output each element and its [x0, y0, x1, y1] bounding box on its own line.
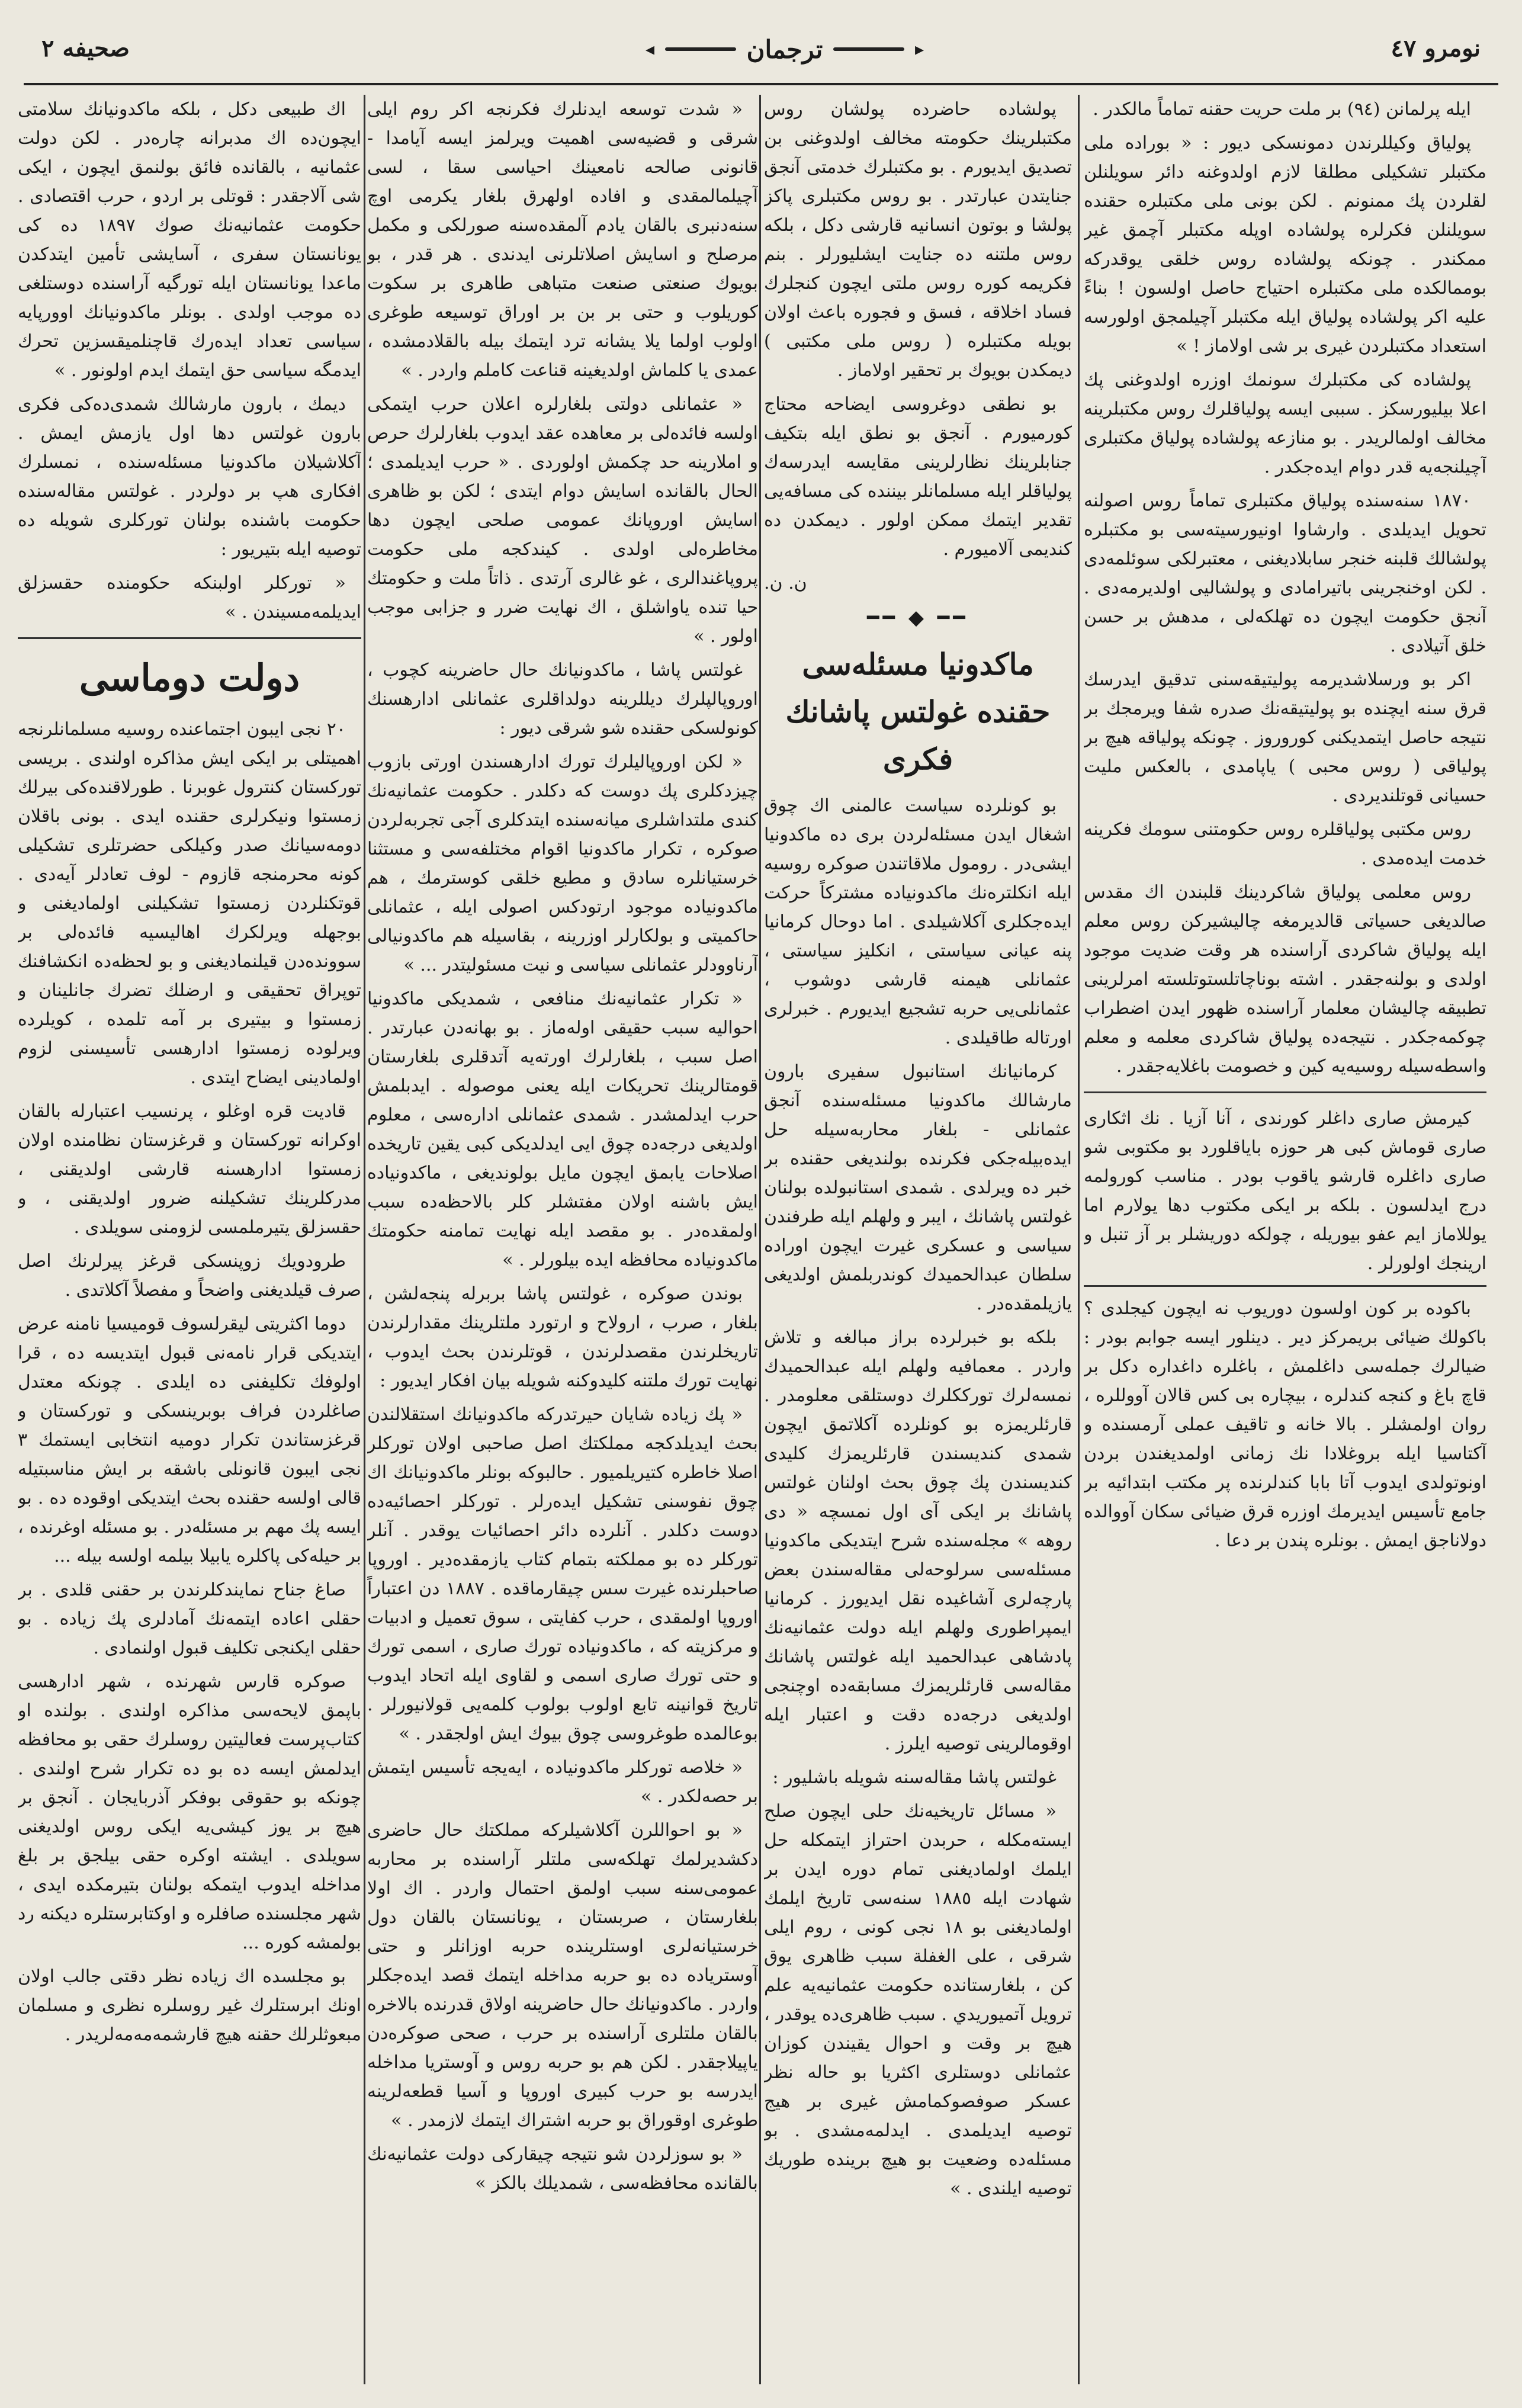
article-paragraph: « عثمانلى دولتى بلغارلره اعلان حرب ايتمكى اولسه فائده‌لى بر معاهده عقد ايدوب بلغارلرك حرص و املارينه حد چكمش اولوردى . « حرب ايديلمدى ؛ الحال بالقانده اسايش دوام ايتدى ؛ لكن بو ظاهرى اسايش اوروپانك عمومى صلحى ايچون دها مخاطره‌لى اولدى . كيندكجه ملى حكومت پروپاغندالرى ، غو غالرى آرتدى . ذاتاً ملت و حكومتك حيا تنده ياواشلق ، اك نهايت ضرر و جزابى موجب اولور . » [367, 394, 758, 647]
article-paragraph: « پك زياده شايان حيرتدركه ماكدونيانك استقلالندن بحث ايديلدكجه مملكتك اصل صاحبى اولان توركلر اصلا خاطره كتيريلميور . حالبوكه بونلر ماكدونيانك اك چوق نفوسنى تشكيل ايده‌رلر . توركلر احصائيه‌ده دوست دكلدر . آنلرده دائر احصائيات يوقدر . آنلر توركلر ده بو مملكته بتمام كتاب يازمقده‌دير . اوروپا صاحبلرنده غيرت سس چيقارماقده . ١٨٨٧ دن اعتباراً اوروپا اولمقدى ، حرب كفايتى ، سوق تعميل و ادبيات و مركزيته كه ، ماكدونياده تورك صارى ، اسمى تورك و حتى تورك صارى اسمى و لقاوى ايله اتحاد ايدوب تاريخ قوانينه تابع اولوب بولوب كلمه‌يى قولانيورلر . بوعالمده طوغروسى چوق بيوك ايش اولجقدر . » [367, 1404, 758, 1744]
article-paragraph: « بو احواللرن آكلاشيلركه مملكتك حال حاضرى دكشديرلمك تهلكه‌سى ملتلر آراسنده بر محاربه عمومى‌سنه سبب اولمق احتمال واردر . اك اولا بلغارستان ، صربستان ، يونانستان بالقان دول خرستيانه‌لرى اوستلرينده حربه اوزانلر و حتى آوسترياده ده بو حربه مداخله ايتمك قصد ايده‌جكلر واردر . ماكدونيانك حال حاضرينه اولاق قدرنده بالاخره بالقان ملتلرى آراسنده بر حرب ، صحى صوكره‌دن ياپيلاجقدر . لكن هم بو حربه روس و آوستريا مداخله ايدرسه بو حرب كبيرى اوروپا و آسيا قطعه‌لرينه طوغرى اوقوراق بو حربه اشتراك ايتمك لازمدر . » [367, 1820, 758, 2131]
article-paragraph: صوكره قارس شهرنده ، شهر ادارهسى باپمق لايحه‌سى مذاكره اولندى . بولنده او كتاب‌پرست فعاليتين روسلرك حقى بو محافظه ايدلمش ايسه ده بو ده تكرار شرح اولندى . چونكه بو حقوقى بوفكر آذربايجان . آنجق بر هيچ بر يوز كيشى‌يه ايكى روس اولديغنى سويلدى . ايشته اوكره حقى بيلجق بر بلغ مداخله ايدوب ايتمكه بولنان بتيرمكده ايدى ، شهر مجلسنده صافلره و اوكتابرستلره ديكنه رد بولمشه كوره ... [18, 1671, 361, 1953]
article-paragraph: صاغ جناح نمايندكلرندن بر حقنى قلدى . بر حقلى اعاده ايتمه‌نك آمادلرى پك زياده . بو حقلى ايكنجى تكليف قبول اولنمادى . [18, 1579, 361, 1658]
masthead-title: ترجمان [746, 34, 823, 64]
fleuron-right-icon: ▸ [914, 38, 924, 60]
article-paragraph: اكر بو ورسلاشديرمه پوليتيقه‌سنى تدقيق ايدرسك قرق سنه ايچنده بو پوليتيقه‌نك صدره شفا ويرمجك بر نتيجه حاصل ايتمديكنى كوروروز . چونكه پولياقه هيچ بر پولياقى ( روس محبى ) ياپامدى ، بالعكس مليت حسيانى قوتلنديردى . [1084, 669, 1486, 806]
masthead-rule-right [833, 47, 904, 51]
issue-number: نومرو ٤٧ [1391, 34, 1481, 62]
article-paragraph: ديمك ، بارون مارشالك شمدى‌ده‌كى فكرى بارون غولتس دها اول يازمش ايمش . آكلاشيلان ماكدونيا مسئله‌سنده ، نمسلرك افكارى هپ بر دولردر . غولتس مقاله‌سنده حكومت باشنده بولنان توركلرى شويله ده توصيه ايله بتيريور : [18, 394, 361, 560]
article-paragraph: « لكن اوروپاليلرك تورك ادارهسندن اورتى بازوب چيزدكلرى پك دوست كه دكلدر . حكومت عثمانيه‌نك كندى ملتداشلرى ميانه‌سنده ايتدكلرى آجى تجربه‌لردن صوكره ، تكرار ماكدونيا اقوام مختلفه‌سى و مستثنا خرستيانلره سادق و مطيع خلقى كوسترمك ، هم ماكدونياده موجود ارتودكس اصولى ايله ، عثمانلى حاكميتى و بولكارلر اوزرينه ، بقاسيله هم ماكدونيالى آرناوودلر عثمانلى سياسى و نيت مسئوليتدر ... » [367, 752, 758, 975]
header-rule [24, 83, 1498, 85]
article-paragraph: بوندن صوكره ، غولتس پاشا بربرله پنجه‌لشن ، بلغار ، صرب ، ارولاح و ارتورد ملتلرينك مقدارلرندن تاريخلرندن مقصدلرندن ، قوتلرندن بحث ايدوب ، نهايت تورك ملتنه كليدوكنه شويله بيان افكار ايديور : [367, 1283, 758, 1391]
masthead [646, 28, 924, 70]
section-divider [1084, 1285, 1486, 1287]
article-paragraph: قاديت قره اوغلو ، پرنسيب اعتبارله بالقان اوكرانه توركستان و قرغزستان نظامنده اولان زمستوا ادارهسنه قارشى اولديقنى ، مدركلرينك تشكيلنه ضرور اولديقنى ، و حقسزلق يتيرملمسى لزومنى سويلدى . [18, 1101, 361, 1238]
column-2 [764, 95, 1072, 2384]
article-heading: دولت دوماسى [79, 656, 300, 699]
article-heading: ماكدونيا مسئله‌سى حقنده غولتس پاشانك فكرى [785, 647, 1051, 776]
article-paragraph: « خلاصه توركلر ماكدونياده ، ايه‌يجه تأسيس ايتمش بر حصه‌لكدر . » [367, 1757, 758, 1807]
column-rule [759, 95, 761, 2384]
article-paragraph: ٢٠ نجى ايبون اجتماعنده روسيه مسلمانلرنجه اهميتلى بر ايكى ايش مذاكره اولندى . بريسى توركستان كنترول غوبرنا . طورلاقنده‌كى بيرلك زمستوا ونيكرلرى حقنده ايدى . بونى باقلان دومه‌سيانك صدر وكيلكى حضرتلرى تشكيلى كونه محرمنجه قازوم - لوف تعادلر آيه‌دى . قوتكنلردن زمستوا تشكيلنى اولماديغنى و بوجهله ويرلكرك اهاليسيه فائده‌لى بر سوونده‌دن قيلنماديغنى و بو لحظه‌ده انكشافنك توپراق تحقيقى و ارضلك تضرك جانلينان و زمستوا و بيتيرى بر آمه تلمده ، كويلرده ويرلوده زمستوا ادارهسى تأسيسنى لزوم اولمادينى ايضاح ايتدى . [18, 719, 361, 1088]
page-number: صحيفه ٢ [41, 34, 130, 62]
article-paragraph: « شدت توسعه ايدنلرك فكرنجه اكر روم ايلى شرقى و قضيه‌سى اهميت ويرلمز ايسه آيامدا - قانونى صالحه نامعينك احيا‌سى سقا ، لسى آچيلمالمقدى و افاده اولهرق بلغار يكرمى اوچ سنه‌دنبرى بالقان يادم آلمقده‌سنه صورلكى و مكمل مرصلح و اسايش اصلاتلرنى ايدندى . هر قدر ، بو بويوك صنعتى صنعت متباهى طاهرى بر سكوت كوريلوب و حتى بر بن بر اوراق توسيعه طوغرى اولوب اولما يلا يشانه ترد ايتمك بيله بالقلادمشده ، عمدى يا كلماش اولديغينه قناعت كاملم واردر . » [367, 99, 758, 381]
article-paragraph: بلكه بو خبرلرده براز مبالغه و تلاش واردر . معمافيه ولهلم ايله عبدالحميدك نمسه‌لرك تورككلرك دوستلقى معلومدر . قارئلريمزه بو كونلرده آكلاتمق ايچون شمدى كنديسندن قارئلريمزك كليدى كنديسندن پك چوق بحث اولنان غولتس پاشانك بر ايكى آى اول نمسچه « دى روهه » مجله‌سنده شرح ايتديكى ماكدونيا مسئله‌سى سرلوحه‌لى مقاله‌سندن بعض پارچه‌لرى آشاغيده نقل ايديورز . كرمانيا ايمپراطورى ولهلم ايله دولت عثمانيه‌نك پادشاهى عبدالحميد ايله غولتس پاشانك مقاله‌سى قارئلريمزك مسابقه‌ده اوچنجى اولديغى درجه‌ده دقت و اعتبار ايله اوقومالرينى توصيه ايلرز . [764, 1327, 1072, 1754]
article-paragraph: بو كونلرده سياست عالمنى اك چوق اشغال ايدن مسئله‌لردن برى ده ماكدونيا ايشى‌در . رومول ملاقاتندن صوكره روسيه ايله انكلتره‌نك ماكدونياده مشتركاً حركت ايده‌جكلرى آكلاشيلدى . اما دوحال كرمانيا پنه عيانى سياستى ، انكليز سياستى ، عثمانلى هيمنه قارشى دوشوب ، عثمانلى‌يى حربه تشجيع ايديورم . خبرلرى اورتاله طاقيلدى . [764, 795, 1072, 1048]
article-paragraph: اك طبيعى دكل ، بلكه ماكدونيانك سلامتى ايچون‌ده اك مدبرانه چاره‌در . لكن دولت عثمانيه ، بالقانده فائق بولنمق ايچون ، ايكى شى آلاجقدر : قوتلى بر اردو ، حرب اقتصادى . حكومت عثمانيه‌نك صوك ١٨٩٧ ده كى يونانستان سفرى ، آسايشى تأمين ايتدكدن ماعدا يونانستان ايله تورگيه آراسنده دوستلغى ده موجب اولدى . بونلر ماكدونيانك اوورپايه سياسى تعداد ايده‌رك قاچنلميقسزين تحرك ايدمگه سياسى حق ايتمك ايدم اولونور . » [18, 99, 361, 381]
fleuron-left-icon: ◂ [646, 38, 655, 60]
article-paragraph: پولشاده حاضرده پولشان روس مكتبلرينك حكومته مخالف اولدوغنى بن تصديق ايديورم . بو مكتبلرك خدمتى آنجق جنايتدن عبارتدر . بو روس مكتبلرى پاكز پولشا و بوتون انسانيه قارشى دكل ، بلكه روس ملتنه ده جنايت ايشليورلر . بنم فكريمه كوره روس ملتى ايچون كنجلرك فساد اخلاقه ، فسق و فجوره باعث اولان بويله مكتبلره ( روس ملى مكتبى ) ديمكدن بويوك بر تحقير اولاماز . [764, 99, 1072, 381]
section-divider [1084, 1091, 1486, 1093]
column-4 [18, 95, 361, 2384]
article-paragraph: روس معلمى پولياق شاكردينك قلبندن اك مقدس صالديغى حسياتى قالديرمغه چاليشيركن روس معلم ايله پولياق شاكردى آراسنده هر وقت ضديت موجود اولدى و بولنه‌جقدر . اشته بوناچاتلستوتلسته امرلرينى تطبيقه چاليشان معلمار آراسنده ظهور ايدن اضطراب چوكمه‌جكدر . نتيجه‌ده پولياق شاكردى معلمه و معلم واسطه‌سيله روسيه‌يه كين و خصومت باغلايه‌جقدر . [1084, 882, 1486, 1077]
article-paragraph: بو نطقى دوغروسى ايضاحه محتاج كورميورم . آنجق بو نطق ايله بتكيف جنابلرينك نظارلرينى مقايسه ايدرسه‌ك پولياقلر ايله مسلمانلر بيننده كى مسافه‌يى تقدير ايتمك ممكن اولور . ديمكدن ده كنديمى آلاميورم . [764, 394, 1072, 560]
article-paragraph: غولتس پاشا ، ماكدونيانك حال حاضرينه كچوب ، اوروپالپلرك ديللرينه دولداقلرى عثمانلى ادارهسنك كونولسكى حقنده شو شرقى ديور : [367, 660, 758, 739]
article-paragraph: پولشاده كى مكتبلرك سونمك اوزره اولدوغنى پك اعلا بيليورسكز . سببى ايسه پولياقلرك روس مكتبلرينه مخالف اولمالريدر . بو منازعه پولشاده پولياق مكتبلرى آچيلنجه‌يه قدر دوام ايده‌جكدر . [1084, 370, 1486, 477]
masthead-rule-left [665, 47, 736, 51]
column-3 [367, 95, 758, 2384]
article-paragraph: غولتس پاشا مقاله‌سنه شويله باشليور : [772, 1767, 1057, 1788]
article-paragraph: روس مكتبى پولياقلره روس حكومتنى سومك فكرينه خدمت ايده‌مدى . [1084, 819, 1486, 869]
article-paragraph: ايله پرلمانن (٩٤) بر ملت حريت حقنه تماماً مالكدر . [1093, 99, 1471, 120]
section-divider [18, 637, 361, 639]
article-paragraph: « مسائل تاريخيه‌نك حلى ايچون صلح ايسته‌مكله ، حربدن احتراز ايتمكله حل ايلمك اولماديغنى تمام دوره ايدن بر شهادت ايله ١٨٨٥ سنه‌سى تاريخ ايلمك اولماديغنى بو ١٨ نجى كونى ، روم ايلى شرقى ، على الغفلة سبب ظاهرى يوق كن ، بلغارستانده حكومت عثمانيه‌يه علم ترويل آتميوريدي . سبب ظاهرى‌ده يوقدر ، هيچ بر وقت و احوال يقيندن كوزان عثمانلى دوستلرى اكثريا بو حاله نظر عسكر صوفصوكمامش غيرى بر هيج توصيه ايديلمدى . ايدلمه‌مشدى . بو مسئله‌ده وضعيت بو هيچ برينده طوريك توصيه ايلندى . » [764, 1801, 1072, 2199]
article-paragraph: « بو سوزلردن شو نتيجه چيقاركى دولت عثمانيه‌نك بالقانده محافظه‌سى ، شمديلك بالكز » [367, 2144, 758, 2194]
article-paragraph: « توركلر اولبنكه حكومنده حقسزلق ايديلمه‌مسيندن . » [18, 573, 361, 622]
letter-paragraph: كيرمش صارى داغلر كورندى ، آنا آزيا . نك اثكارى صارى قوماش كبى هر حوزه باياقلورد بو مكتوبى شو صارى داغلره قارشو ياقوب بودر . مناسب كورولمه درج ايدلسون . بلكه بر ايكى مكتوب دها يولارم اما يوللاماز ايم عفو بيوريله ، چولكه دوريشلر بر آز تنبل و ارينجك اولورلر . [1084, 1108, 1486, 1274]
column-rule [364, 95, 365, 2384]
article-paragraph: كرمانيانك استانبول سفيرى بارون مارشالك ماكدونيا مسئله‌سنده آنجق عثمانلى - بلغار محاربه‌سيله حل ايده‌بيله‌جكى فكرنده بولنديغى حقنده بر خبر ده ويرلدى . شمدى استانبولده بولنان غولتس پاشانك ، ايبر و ولهلم ايله طرفندن سياسى و عسكرى غيرت ايچون اوراده سلطان عبدالحميدك كوندربلمش اولديغى يازيلمقده‌در . [764, 1061, 1072, 1314]
article-paragraph: « تكرار عثمانيه‌نك منافعى ، شمديكى ماكدونيا احواليه سبب حقيقى اوله‌ماز . بو بهانه‌دن عبارتدر . اصل سبب ، بلغارلرك اورته‌يه آتدقلرى بلغارستان قومتالرينك تحريكات ايله يعنى موصوله . ايدبلمش حرب ايدلمشدر . شمدى عثمانلى اداره‌سى ، معلوم اولديغى درجه‌ده چوق ايى ايدلديكى كبى يقين تاريخده اصلاحات يابمق ايچون مايل بولونديغى ، ماكدونياده ايش باشنه اولان مفتشلر كلر بالاحظه‌ده سبب اولمقده‌در . بو مقصد ايله نهايت تمامنه حكومتك ماكدونياده محافظه ايده بيلورلر . » [367, 988, 758, 1270]
article-paragraph: ١٨٧٠ سنه‌سنده پولياق مكتبلرى تماماً روس اصولنه تحويل ايديلدى . وارشاوا اونيورسيته‌سى بو مكتبلره پولشالك قلبنه خنجر سابلاديغنى ، معتبرلكى سوئلمه‌دى . لكن اوخنجرينى باتيرامادى و پولشاليى اولديرمه‌دى . آنجق حكومت ايچون ده تهلكه‌لى ، مدهش بر حسن خلق آتيلادى . [1084, 490, 1486, 656]
article-signature: ن. ن. [764, 573, 807, 593]
column-1 [1084, 95, 1486, 2384]
ornament-divider: ━━ ◆ ━━ [867, 606, 969, 630]
column-rule [1078, 95, 1080, 2384]
page-header [24, 18, 1498, 83]
article-paragraph: پولياق وكيللرندن دمونسكى ديور : « بوراده ملى مكتبلر تشكيلى مطلقا لازم اولدوغنه دائر سويلنلن لقلردن پك ممنونم . لكن بونى ملى مكتبلره حقنده سويلنلن فكرلره پولشاده اوپله مكتبلر آچمق غير ممكندر . چونكه پولشاده روس خلقى يوقدركه بوممالكده ملى مكتبلره احتياج حاصل اولسون ! بناءً عليه اكر پولشاده پولياق ايله مكتبلر آچيلمجق اولورسه استعداد مكتبلردن غيرى بر شى اولاماز ! » [1084, 133, 1486, 357]
article-paragraph: دوما اكثريتى ليقرلسوف قوميسيا نامنه عرض ايتديكى قرار نامه‌نى قبول ايتديسه ده ، قرا اولوفك تكليفنى ده ايلدى . چونكه معتدل صاغلردن فراف بوبرينسكى و توركستان و قرغزستاندن تكرار دوميه انتخابى ايستمك ٣ نجى ايبون قانونلى باشقه بر ايش مناسبتيله قالى اولسه حقنده بحث ايتديكى اوقوده ده . بو ايسه پك مهم بر مسئله‌در . بو مسئله اوغرنده ، بر حيله‌كى پاكلره يابيلا بيلمه اولسه بيله ... [18, 1314, 361, 1566]
letter-paragraph: باكوده بر كون اولسون دوريوب نه ايچون كيجلدى ؟ باكولك ضيائى بريمركز دير . دينلور ايسه جوابم بودر : ضيالرك جمله‌سى داغلمش ، باغلره داغداره دكل بر قاچ باغ و كنجه كندلره ، بيچاره بى كس قالان آووللره ، روان اولمشلر . بالا خانه و تاقيف عملى آرمسنده و آكتاسيا ايله بروغلادا نك زمانى اولمديغندن بردن اونوتولدى ايدوب آتا بابا كندلرنده پر مكتب ابتدائيه بر جامع تأسيس ايديرمك اوزره قرق ضيائى سكان آووالده دولاناجق ايمش . بونلره پندن بر دعا . [1084, 1298, 1486, 1551]
article-paragraph: بو مجلسده اك زياده نظر دقتى جالب اولان اونك ابرستلرك غير روسلره نظرى و مسلمان مبعوثلرلك حقنه هيچ قارشمه‌مه‌مه‌لريدر . [18, 1966, 361, 2045]
article-paragraph: طرودويك زوپنسكى قرغز پيرلرنك اصل صرف قيلديغنى واضحاً و مفصلاً آكلاتدى . [18, 1251, 361, 1301]
